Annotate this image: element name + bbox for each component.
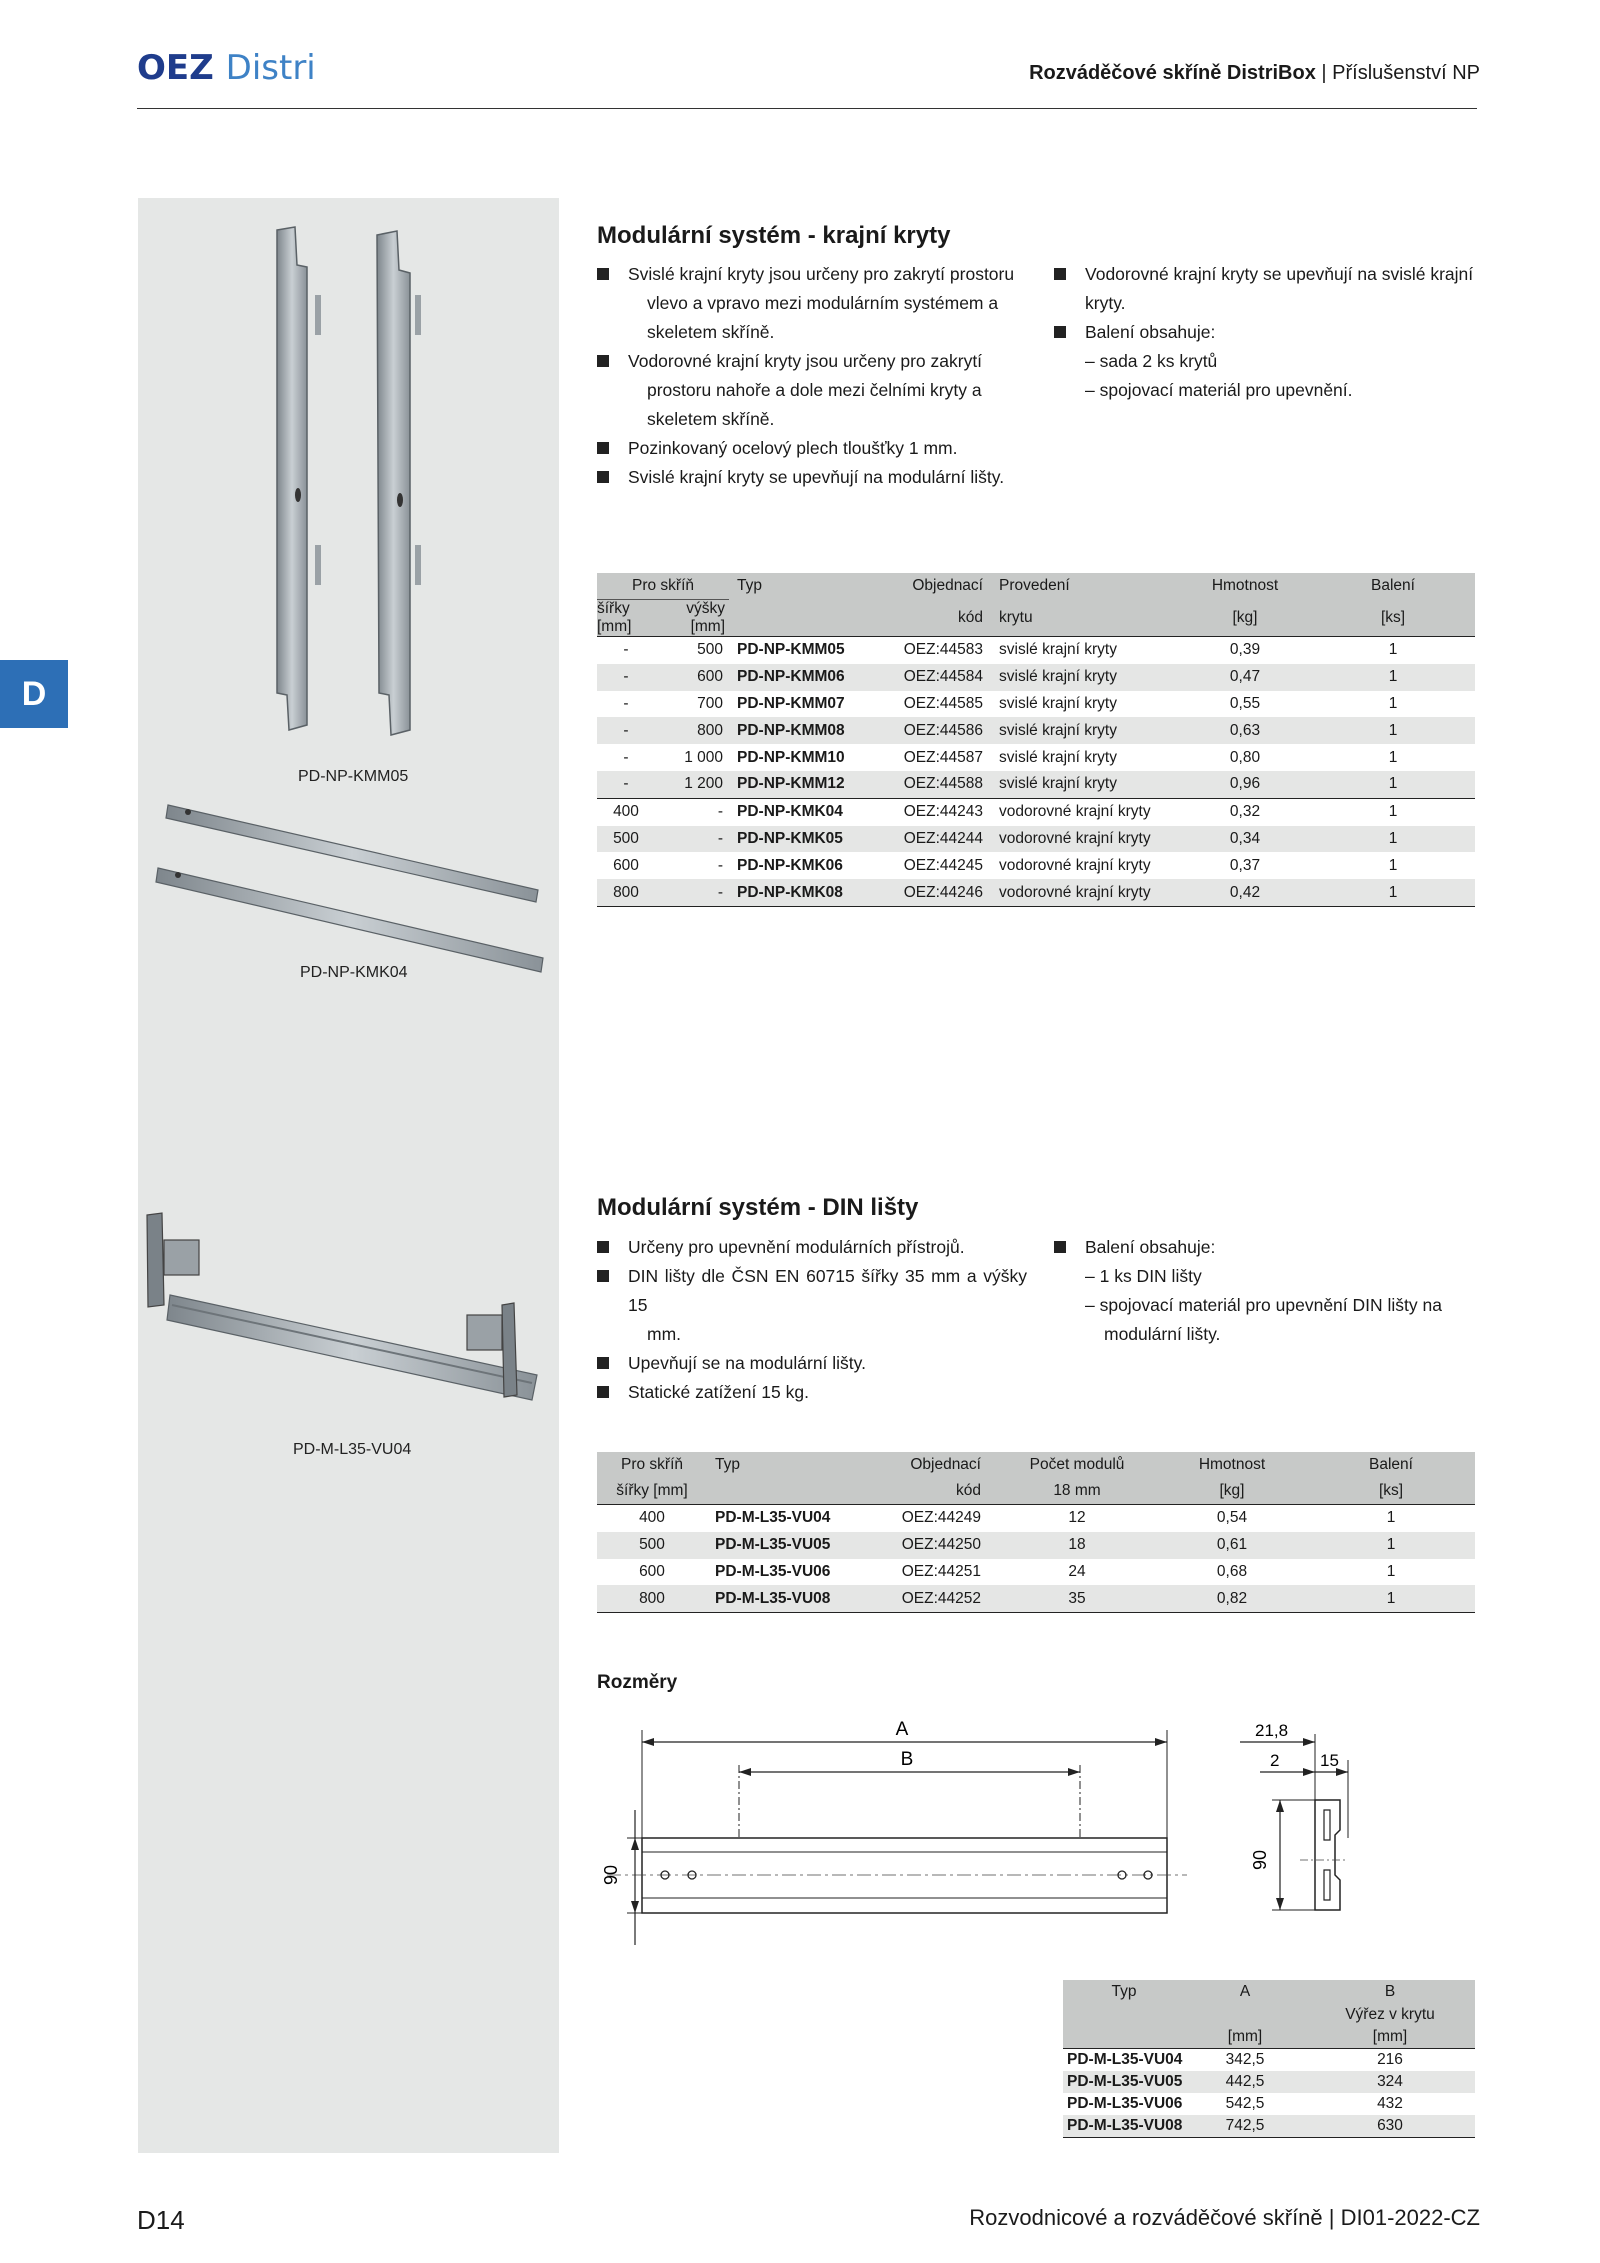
dim-label-218: 21,8 — [1255, 1721, 1289, 1740]
table-cell: 0,63 — [1179, 717, 1311, 744]
table-row — [597, 637, 1475, 664]
table-cell: - — [655, 826, 729, 853]
header-category: Rozváděčové skříně DistriBox — [1029, 62, 1316, 84]
table-cell: 1 — [1386, 1509, 1396, 1527]
table-cell: 1 — [1386, 1562, 1396, 1580]
table-cell: 432 — [1377, 2095, 1403, 2112]
table-header — [1063, 2004, 1185, 2026]
table-header: Pro skříň — [597, 573, 729, 600]
table-cell: 1 — [1311, 771, 1475, 798]
table-cell: OEZ:44243 — [879, 798, 993, 825]
table-cell: svislé krajní kryty — [999, 748, 1117, 766]
dim-label-a: A — [895, 1719, 909, 1740]
table-cell: svislé krajní kryty — [999, 641, 1117, 659]
table-cell: 0,55 — [1229, 694, 1261, 712]
table-cell: 0,96 — [1179, 771, 1311, 798]
table-cell: 0,54 — [1216, 1509, 1248, 1527]
list-item: Svislé krajní kryty jsou určeny pro zakrytí prostoru — [597, 260, 1017, 289]
list-item-continuation: skeletem skříně. — [647, 322, 775, 342]
table-cell: OEZ:44252 — [867, 1585, 997, 1612]
header-breadcrumb — [1029, 62, 1480, 85]
list-item: Balení obsahuje: — [1054, 1233, 1474, 1262]
table-header: [mm] — [1185, 2026, 1305, 2049]
list-item-continuation: prostoru nahoře a dole mezi čelními kryty a — [647, 380, 982, 400]
table-cell: PD-M-L35-VU08 — [1063, 2115, 1185, 2138]
table-cell: OEZ:44246 — [879, 879, 993, 906]
table-cell: - — [623, 748, 629, 766]
table-cell: 24 — [1068, 1562, 1086, 1580]
list-item: Svislé krajní kryty se upevňují na modulární lišty. — [597, 463, 1017, 492]
table-header: [kg] — [1179, 600, 1311, 637]
table-cell: 800 — [597, 1585, 707, 1612]
table-header: Hmotnost — [1157, 1452, 1307, 1478]
page-number: D14 — [137, 2205, 185, 2235]
table-cell: - — [597, 664, 655, 691]
table-row — [597, 826, 1475, 853]
list-item: Statické zatížení 15 kg. — [597, 1378, 1027, 1407]
table-header: Balení — [1311, 573, 1475, 600]
dim-label-b: B — [900, 1749, 914, 1770]
table-cell: 1 — [1388, 856, 1398, 874]
table-header: Počet modulů — [997, 1452, 1157, 1478]
table-cell: OEZ:44250 — [867, 1532, 997, 1559]
table-cell: 742,5 — [1185, 2115, 1305, 2138]
table-header: Pro skříň — [597, 1452, 707, 1478]
dimension-drawing-side — [1240, 1710, 1350, 1945]
list-subitem: – 1 ks DIN lišty — [1085, 1266, 1202, 1286]
table-header: Provedení — [993, 573, 1179, 600]
table-cell: 0,42 — [1179, 879, 1311, 906]
list-item: Určeny pro upevnění modulárních přístrojů. — [597, 1233, 1027, 1262]
table-cell: 1 — [1311, 664, 1475, 691]
table-row — [597, 879, 1475, 906]
list-subitem: – spojovací materiál pro upevnění DIN lišty na — [1085, 1295, 1442, 1315]
table-cell: 1 — [1388, 641, 1398, 659]
table-cell: 600 — [639, 1562, 665, 1580]
table-header: [mm] — [1305, 2026, 1475, 2049]
table-cell: PD-M-L35-VU04 — [715, 1509, 831, 1527]
table-cell: OEZ:44251 — [901, 1562, 981, 1580]
product-image-kmm — [265, 225, 440, 745]
table-cell: PD-NP-KMK08 — [729, 879, 879, 906]
table-cell: PD-NP-KMM05 — [737, 641, 845, 659]
table-header: Hmotnost — [1179, 573, 1311, 600]
dim-label-90a: 90 — [601, 1864, 621, 1886]
table-cell: 1 — [1311, 798, 1475, 825]
table-cell: svislé krajní kryty — [993, 664, 1179, 691]
table-header: výšky [mm] — [655, 600, 729, 637]
table-cell: 700 — [697, 694, 723, 712]
table-din-listy — [597, 1452, 1475, 1613]
list-item: Vodorovné krajní kryty se upevňují na svislé krajní — [1054, 260, 1474, 289]
table-cell: 0,47 — [1179, 664, 1311, 691]
table-cell: - — [597, 771, 655, 798]
header-separator: | — [1321, 62, 1327, 84]
table-cell: svislé krajní kryty — [993, 717, 1179, 744]
list-subitem: – spojovací materiál pro upevnění. — [1085, 380, 1353, 400]
table-cell: vodorovné krajní kryty — [993, 879, 1179, 906]
table-cell: - — [623, 641, 629, 659]
table-header: kód — [867, 1478, 997, 1505]
table-cell: 442,5 — [1185, 2071, 1305, 2093]
table-cell: 18 — [997, 1532, 1157, 1559]
list-item-continuation: kryty. — [1085, 293, 1126, 313]
table-row — [597, 1559, 1475, 1586]
list-subitem: – sada 2 ks krytů — [1085, 351, 1218, 371]
table-cell: - — [655, 798, 729, 825]
table-cell: 500 — [597, 1532, 707, 1559]
table-row — [1063, 2049, 1475, 2072]
table-cell: 630 — [1305, 2115, 1475, 2138]
table-cell: vodorovné krajní kryty — [993, 798, 1179, 825]
table-cell: 800 — [597, 879, 655, 906]
footer-text: Rozvodnicové a rozváděčové skříně | DI01-2022-CZ — [969, 2205, 1480, 2230]
table-cell: PD-M-L35-VU05 — [707, 1532, 867, 1559]
header-divider — [137, 108, 1477, 109]
oez-distri-logo — [137, 48, 316, 88]
table-cell: - — [623, 694, 629, 712]
table-row — [597, 691, 1475, 718]
table-row — [597, 1585, 1475, 1612]
table-header: 18 mm — [997, 1478, 1157, 1505]
table-row — [597, 744, 1475, 771]
table-row — [1063, 2071, 1475, 2093]
list-subitem-continuation: modulární lišty. — [1104, 1324, 1221, 1344]
table-cell: PD-M-L35-VU06 — [1067, 2095, 1183, 2112]
table-cell: 1 — [1311, 879, 1475, 906]
table-header: A — [1185, 1980, 1305, 2004]
table-cell: PD-NP-KMM10 — [737, 748, 845, 766]
header-subcategory: Příslušenství NP — [1332, 62, 1480, 84]
table-cell: PD-NP-KMM12 — [729, 771, 879, 798]
table-row — [597, 1505, 1475, 1532]
table-header: Objednací — [879, 573, 993, 600]
table-cell: 600 — [655, 664, 729, 691]
table-cell: 0,61 — [1157, 1532, 1307, 1559]
table-row — [597, 852, 1475, 879]
table-cell: PD-NP-KMM06 — [729, 664, 879, 691]
table-header: krytu — [993, 600, 1179, 637]
table-cell: 0,39 — [1229, 641, 1261, 659]
table-krajni-kryty — [597, 573, 1475, 907]
product-image-kmk — [148, 790, 548, 990]
section2-right-bullets — [1054, 1233, 1474, 1349]
table-cell: PD-M-L35-VU06 — [715, 1562, 831, 1580]
table-cell: 1 — [1311, 717, 1475, 744]
table-row — [597, 1532, 1475, 1559]
section1-left-bullets — [597, 260, 1017, 492]
table-header — [729, 600, 879, 637]
section1-title: Modulární systém - krajní kryty — [597, 222, 951, 249]
table-cell: 1 200 — [655, 771, 729, 798]
table-cell: 400 — [597, 798, 655, 825]
table-rozmery — [1063, 1980, 1475, 2138]
table-header: Typ — [729, 573, 879, 600]
table-cell: PD-M-L35-VU04 — [1067, 2051, 1183, 2068]
section2-title: Modulární systém - DIN lišty — [597, 1194, 919, 1221]
logo-oez: OEZ — [137, 48, 214, 88]
table-row — [1063, 2115, 1475, 2138]
list-item-continuation: skeletem skříně. — [647, 409, 775, 429]
list-item: Upevňují se na modulární lišty. — [597, 1349, 1027, 1378]
table-header: Typ — [1063, 1980, 1185, 2004]
list-item-continuation: mm. — [647, 1324, 682, 1344]
caption-kmm: PD-NP-KMM05 — [298, 768, 409, 785]
table-cell: - — [717, 856, 723, 874]
table-cell: 0,80 — [1229, 748, 1261, 766]
dim-label-2: 2 — [1270, 1751, 1280, 1770]
table-cell: svislé krajní kryty — [993, 771, 1179, 798]
list-item: Balení obsahuje: — [1054, 318, 1474, 347]
list-item-continuation: vlevo a vpravo mezi modulárním systémem a — [647, 293, 999, 313]
logo-distri: Distri — [225, 48, 316, 88]
table-cell: OEZ:44245 — [903, 856, 983, 874]
list-item: Vodorovné krajní kryty jsou určeny pro zakrytí — [597, 347, 1017, 376]
table-cell: 0,32 — [1179, 798, 1311, 825]
section2-left-bullets — [597, 1233, 1027, 1407]
table-cell: OEZ:44244 — [879, 826, 993, 853]
table-cell: 0,34 — [1179, 826, 1311, 853]
table-cell: 35 — [997, 1585, 1157, 1612]
table-cell: 12 — [1068, 1509, 1086, 1527]
table-cell: OEZ:44583 — [903, 641, 983, 659]
table-row — [597, 717, 1475, 744]
table-header: Typ — [707, 1452, 867, 1478]
table-row — [597, 771, 1475, 798]
table-header — [707, 1478, 867, 1505]
table-header: kód — [879, 600, 993, 637]
table-cell: PD-M-L35-VU05 — [1063, 2071, 1185, 2093]
table-cell: PD-NP-KMK04 — [729, 798, 879, 825]
table-cell: vodorovné krajní kryty — [993, 826, 1179, 853]
table-cell: 542,5 — [1225, 2095, 1265, 2112]
caption-l35: PD-M-L35-VU04 — [293, 1441, 412, 1458]
dim-label-90b: 90 — [1250, 1849, 1270, 1871]
table-header — [1063, 2026, 1185, 2049]
table-cell: OEZ:44585 — [903, 694, 983, 712]
table-cell: 0,68 — [1216, 1562, 1248, 1580]
table-cell: PD-NP-KMK05 — [729, 826, 879, 853]
table-cell: 500 — [597, 826, 655, 853]
caption-kmk: PD-NP-KMK04 — [300, 964, 408, 981]
table-header: B — [1305, 1980, 1475, 2004]
table-cell: PD-NP-KMK06 — [737, 856, 843, 874]
table-cell: OEZ:44588 — [879, 771, 993, 798]
table-header: šířky [mm] — [597, 1478, 707, 1505]
table-cell: svislé krajní kryty — [999, 694, 1117, 712]
dimension-drawing-front — [597, 1710, 1187, 1945]
list-item: Pozinkovaný ocelový plech tloušťky 1 mm. — [597, 434, 1017, 463]
table-cell: 324 — [1305, 2071, 1475, 2093]
table-cell: 600 — [613, 856, 639, 874]
table-cell: 1 — [1388, 694, 1398, 712]
table-cell: 500 — [697, 641, 723, 659]
table-header: Balení — [1307, 1452, 1475, 1478]
table-header: [kg] — [1157, 1478, 1307, 1505]
table-cell: PD-NP-KMM07 — [737, 694, 845, 712]
table-header: šířky [mm] — [597, 600, 655, 637]
table-cell: OEZ:44249 — [901, 1509, 981, 1527]
table-cell: OEZ:44584 — [879, 664, 993, 691]
table-cell: 400 — [639, 1509, 665, 1527]
table-row — [1063, 2093, 1475, 2115]
table-cell: 1 000 — [684, 748, 723, 766]
table-header: Objednací — [867, 1452, 997, 1478]
table-cell: OEZ:44586 — [879, 717, 993, 744]
table-row — [597, 664, 1475, 691]
table-cell: OEZ:44587 — [903, 748, 983, 766]
product-image-l35 — [142, 1205, 552, 1410]
table-header: [ks] — [1307, 1478, 1475, 1505]
table-header: Výřez v krytu — [1305, 2004, 1475, 2026]
table-cell: 1 — [1307, 1532, 1475, 1559]
table-cell: 0,37 — [1229, 856, 1261, 874]
table-cell: 0,82 — [1157, 1585, 1307, 1612]
table-cell: 1 — [1311, 826, 1475, 853]
table-cell: 342,5 — [1225, 2051, 1265, 2068]
section-tab: D — [0, 660, 68, 728]
table-header — [1185, 2004, 1305, 2026]
table-cell: 1 — [1307, 1585, 1475, 1612]
dim-label-15: 15 — [1320, 1751, 1339, 1770]
table-cell: PD-NP-KMM08 — [729, 717, 879, 744]
table-cell: vodorovné krajní kryty — [999, 856, 1151, 874]
table-header: [ks] — [1311, 600, 1475, 637]
dimensions-title: Rozměry — [597, 1672, 678, 1693]
table-cell: - — [655, 879, 729, 906]
table-cell: PD-M-L35-VU08 — [707, 1585, 867, 1612]
section1-right-bullets — [1054, 260, 1474, 405]
list-item: DIN lišty dle ČSN EN 60715 šířky 35 mm a výšky 15 — [597, 1262, 1027, 1320]
table-cell: 216 — [1377, 2051, 1403, 2068]
table-row — [597, 798, 1475, 825]
table-cell: 1 — [1388, 748, 1398, 766]
table-cell: - — [597, 717, 655, 744]
table-cell: 800 — [655, 717, 729, 744]
